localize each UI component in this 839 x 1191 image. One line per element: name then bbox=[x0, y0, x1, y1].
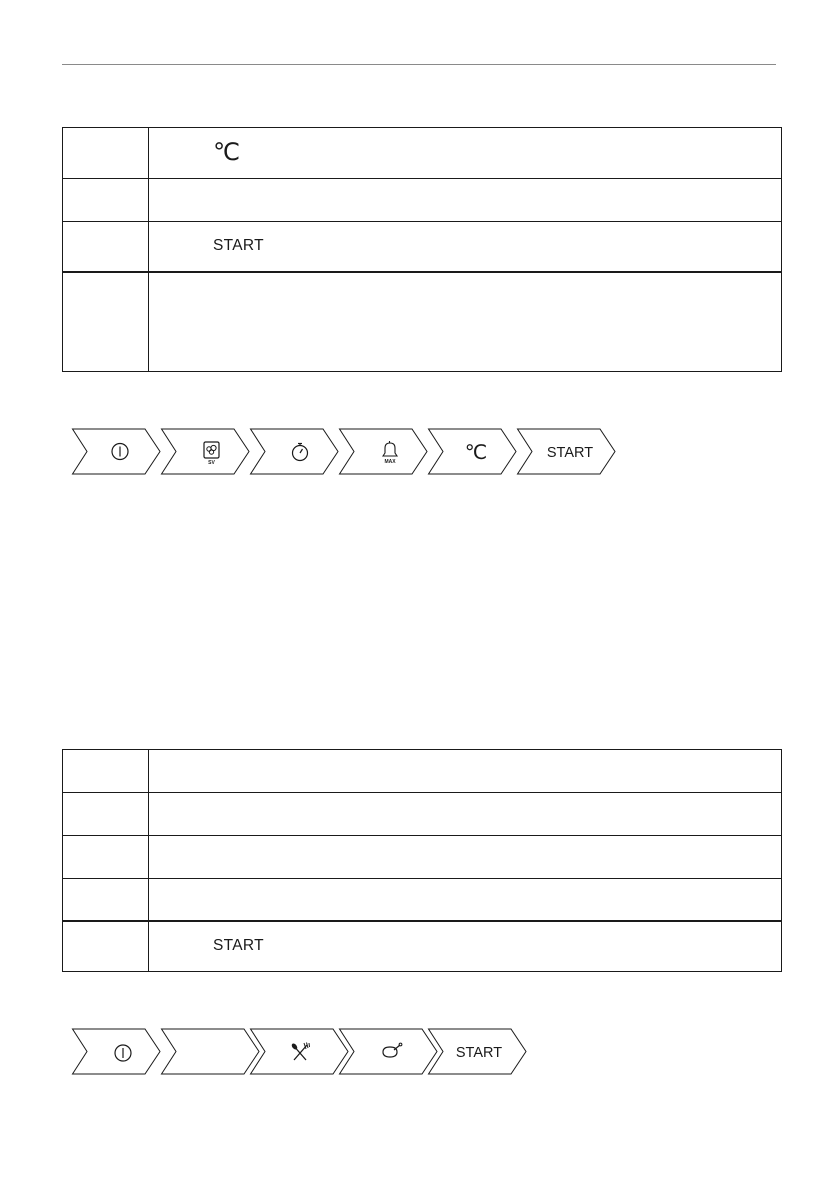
step-text bbox=[149, 272, 782, 372]
start-button[interactable]: START bbox=[546, 445, 594, 461]
celsius-symbol: ℃ bbox=[213, 139, 240, 166]
step-text bbox=[149, 921, 782, 972]
start-button[interactable]: START bbox=[455, 1045, 503, 1061]
step-text bbox=[149, 793, 782, 836]
step-start[interactable] bbox=[518, 429, 616, 474]
step-number bbox=[63, 222, 149, 272]
page-number bbox=[745, 8, 773, 48]
step-timer bbox=[251, 429, 339, 474]
table-row bbox=[63, 793, 782, 836]
step-start[interactable] bbox=[429, 1029, 527, 1074]
table-row bbox=[63, 128, 782, 179]
header-rule bbox=[62, 64, 776, 65]
table-row bbox=[63, 750, 782, 793]
step-number bbox=[63, 128, 149, 179]
step-text bbox=[149, 836, 782, 879]
start-symbol: START bbox=[213, 237, 264, 255]
table-row bbox=[63, 222, 782, 272]
table-row bbox=[63, 921, 782, 972]
step-number bbox=[63, 272, 149, 372]
step-bell bbox=[340, 429, 428, 474]
table-row bbox=[63, 179, 782, 222]
step-celsius bbox=[429, 429, 517, 474]
step-number bbox=[63, 793, 149, 836]
step-cutlery bbox=[251, 1029, 349, 1074]
step-power bbox=[73, 1029, 161, 1074]
step-number bbox=[63, 179, 149, 222]
celsius-icon: ℃ bbox=[464, 442, 488, 464]
step-text bbox=[149, 128, 782, 179]
start-symbol: START bbox=[213, 937, 264, 955]
table-row bbox=[63, 879, 782, 921]
steps-table-1 bbox=[62, 127, 782, 372]
step-blank bbox=[162, 1029, 260, 1074]
button-sequence-2 bbox=[72, 1028, 532, 1076]
step-roast bbox=[340, 1029, 438, 1074]
step-power bbox=[73, 429, 161, 474]
step-text bbox=[149, 879, 782, 921]
step-number bbox=[63, 750, 149, 793]
step-text bbox=[149, 222, 782, 272]
steam-label: SV bbox=[208, 460, 215, 466]
step-steam bbox=[162, 429, 250, 474]
step-text bbox=[149, 179, 782, 222]
steps-table-2 bbox=[62, 749, 782, 972]
step-text bbox=[149, 750, 782, 793]
table-row bbox=[63, 836, 782, 879]
button-sequence-1 bbox=[72, 428, 617, 476]
step-number bbox=[63, 921, 149, 972]
bell-label: MAX bbox=[384, 459, 396, 465]
step-number bbox=[63, 836, 149, 879]
step-number bbox=[63, 879, 149, 921]
table-row bbox=[63, 272, 782, 372]
